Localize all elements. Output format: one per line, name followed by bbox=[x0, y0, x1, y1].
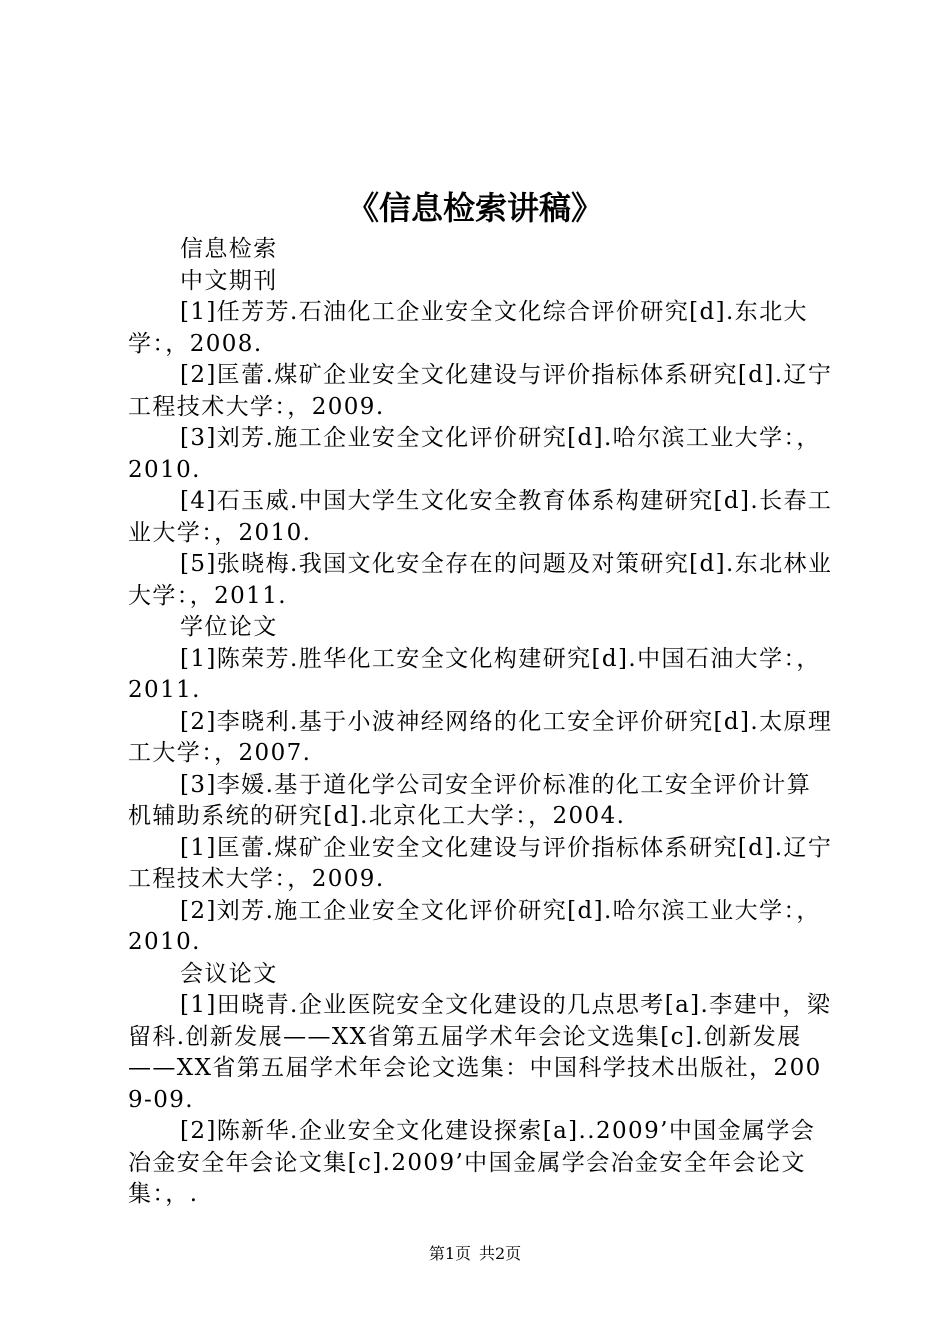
subsection-heading: 会议论文 bbox=[180, 960, 278, 987]
reference-entry: [1]田晓青.企业医院安全文化建设的几点思考[a].李建中，梁留科.创新发展——XX省第五届学术年会论文选集[c].创新发展——XX省第五届学术年会论文选集：中国科学技术出版社，2009-09. bbox=[128, 992, 832, 1113]
section-heading: 信息检索 bbox=[180, 236, 278, 262]
reference-entry: [1]匡蕾.煤矿企业安全文化建设与评价指标体系研究[d].辽宁工程技术大学：，2009. bbox=[128, 834, 833, 892]
reference-entry: [3]刘芳.施工企业安全文化评价研究[d].哈尔滨工业大学：，2010. bbox=[128, 425, 821, 483]
reference-entry: [2]陈新华.企业安全文化建设探索[a]..2009’中国金属学会冶金安全年会论文集[c].2009’中国金属学会冶金安全年会论文集：，. bbox=[128, 1118, 816, 1207]
page-footer bbox=[0, 1243, 950, 1265]
document-title: 《信息检索讲稿》 bbox=[346, 189, 603, 227]
reference-entry: [2]刘芳.施工企业安全文化评价研究[d].哈尔滨工业大学：，2010. bbox=[128, 897, 821, 955]
document-body bbox=[128, 234, 834, 1211]
subsection-heading: 学位论文 bbox=[180, 614, 278, 640]
reference-entry: [4]石玉威.中国大学生文化安全教育体系构建研究[d].长春工业大学：，2010. bbox=[128, 488, 833, 546]
reference-entry: [5]张晓梅.我国文化安全存在的问题及对策研究[d].东北林业大学：，2011. bbox=[128, 551, 833, 609]
reference-entry: [1]陈荣芳.胜华化工安全文化构建研究[d].中国石油大学：，2011. bbox=[128, 645, 821, 703]
reference-entry: [2]匡蕾.煤矿企业安全文化建设与评价指标体系研究[d].辽宁工程技术大学：，2009. bbox=[128, 362, 833, 420]
page-total: 共2页 bbox=[479, 1244, 522, 1263]
reference-entry: [1]任芳芳.石油化工企业安全文化综合评价研究[d].东北大学：，2008. bbox=[128, 299, 808, 357]
reference-entry: [2]李晓利.基于小波神经网络的化工安全评价研究[d].太原理工大学：，2007. bbox=[128, 708, 833, 766]
subsection-heading: 中文期刊 bbox=[180, 267, 278, 294]
page-number: 第1页 bbox=[428, 1244, 471, 1263]
reference-entry: [3]李媛.基于道化学公司安全评价标准的化工安全评价计算机辅助系统的研究[d].北京化工大学：，2004. bbox=[128, 771, 812, 829]
